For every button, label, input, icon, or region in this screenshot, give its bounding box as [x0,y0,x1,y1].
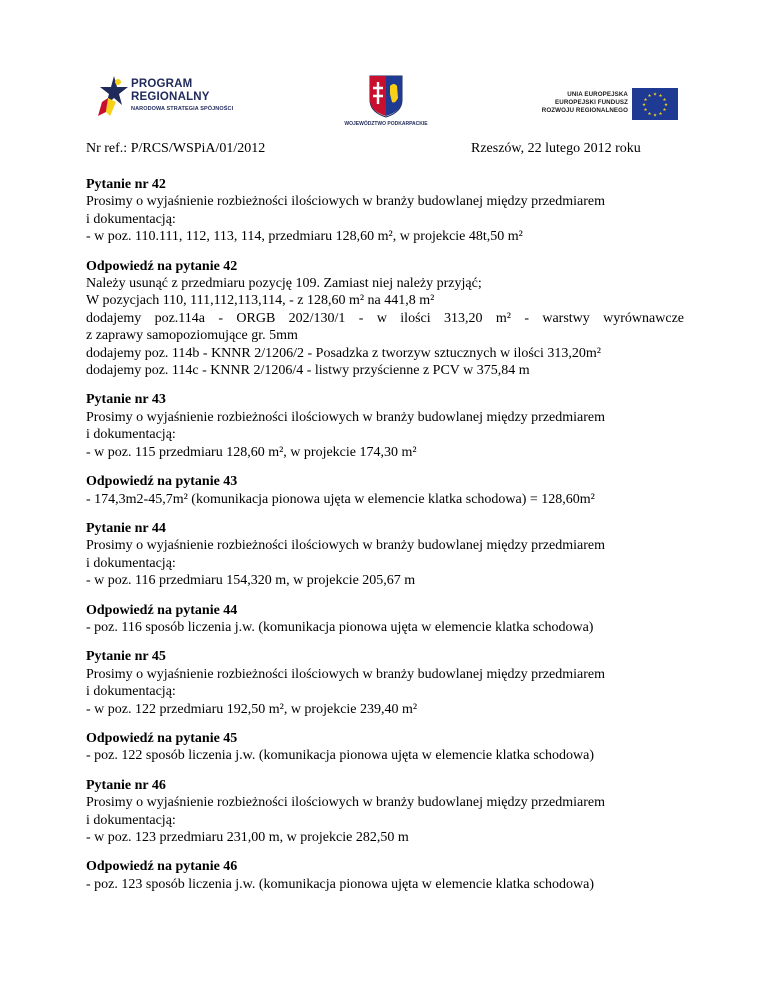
question-46 [86,777,684,847]
program-logo-line1: PROGRAM [131,78,193,90]
text-line: - w poz. 123 przedmiaru 231,00 m, w projekcie 282,50 m [86,830,409,845]
answer-43 [86,473,684,508]
section-heading: Pytanie nr 42 [86,177,166,192]
eu-logo [541,88,678,120]
section-heading: Odpowiedź na pytanie 44 [86,602,238,618]
text-line: i dokumentacją: [86,812,176,828]
text-line: - w poz. 110.111, 112, 113, 114, przedmiaru 128,60 m², w projekcie 48t,50 m² [86,229,523,245]
eu-logo-line1: UNIA EUROPEJSKA [567,91,628,98]
svg-text:★: ★ [643,98,648,103]
text-line: - w poz. 116 przedmiaru 154,320 m, w projekcie 205,67 m [86,573,416,589]
text-line: - 174,3m2-45,7m² (komunikacja pionowa ujęta w elemencie klatka schodowa) = 128,60m² [86,491,595,507]
text-line: i dokumentacją: [86,427,176,443]
svg-text:★: ★ [658,94,663,99]
svg-text:★: ★ [643,108,648,113]
text-line: - poz. 122 sposób liczenia j.w. (komunikacja pionowa ujęta w elemencie klatka schodowa) [86,748,594,764]
text-line: i dokumentacją: [86,684,176,700]
answer-45 [86,730,684,765]
svg-text:★: ★ [652,92,658,98]
svg-text:★: ★ [658,112,663,117]
reference-number: Nr ref.: P/RCS/WSPiA/01/2012 [86,141,266,156]
text-line: z zaprawy samopoziomujące gr. 5mm [86,328,298,344]
section-heading: Odpowiedź na pytanie 42 [86,258,238,274]
text-line: W pozycjach 110, 111,112,113,114, - z 128,60 m² na 441,8 m² [86,293,435,309]
header-logos [0,0,768,130]
svg-text:★: ★ [647,94,652,99]
text-line: i dokumentacją: [86,211,176,227]
section-heading: Odpowiedź na pytanie 46 [86,859,238,875]
coat-of-arms-icon [368,74,404,118]
text-line: dodajemy poz. 114c - KNNR 2/1206/4 - listwy przyścienne z PCV w 375,84 m [86,363,530,379]
wojewodztwo-caption: WOJEWÓDZTWO PODKARPACKIE [344,121,428,127]
svg-text:★: ★ [647,112,652,117]
answer-42 [86,258,684,380]
program-logo-line3: NARODOWA STRATEGIA SPÓJNOŚCI [131,106,234,112]
svg-text:★: ★ [662,108,667,113]
text-line: Prosimy o wyjaśnienie rozbieżności ilościowych w branży budowlanej między przedmiarem [86,795,606,811]
section-heading: Pytanie nr 46 [86,777,166,793]
svg-text:★: ★ [652,113,658,119]
text-line: Należy usunąć z przedmiaru pozycję 109. Zamiast niej należy przyjąć; [86,276,482,292]
svg-text:★: ★ [641,103,647,108]
text-line: dodajemy poz. 114b - KNNR 2/1206/2 - Posadzka z tworzyw sztucznych w ilości 313,20m² [86,345,601,361]
text-line: Prosimy o wyjaśnienie rozbieżności ilościowych w branży budowlanej między przedmiarem [86,538,606,554]
place-date: Rzeszów, 22 lutego 2012 roku [471,141,641,156]
section-heading: Pytanie nr 43 [86,392,166,408]
answer-46 [86,858,684,893]
question-44 [86,520,684,590]
text-line: Prosimy o wyjaśnienie rozbieżności ilościowych w branży budowlanej między przedmiarem [86,666,606,682]
program-star-icon [94,72,134,118]
program-regionalny-logo [94,72,234,122]
text-line: - w poz. 115 przedmiaru 128,60 m², w projekcie 174,30 m² [86,444,417,460]
section-heading: Odpowiedź na pytanie 45 [86,730,238,746]
text-line: - w poz. 122 przedmiaru 192,50 m², w projekcie 239,40 m² [86,701,418,717]
eu-logo-line3: ROZWOJU REGIONALNEGO [541,107,628,114]
answer-44 [86,602,684,637]
question-42 [86,176,684,246]
text-line: Prosimy o wyjaśnienie rozbieżności ilościowych w branży budowlanej między przedmiarem [86,409,606,425]
eu-flag-icon [632,88,678,120]
eu-logo-line2: EUROPEJSKI FUNDUSZ [555,99,628,106]
section-heading: Odpowiedź na pytanie 43 [86,474,238,490]
text-line: - poz. 116 sposób liczenia j.w. (komunikacja pionowa ujęta w elemencie klatka schodowa) [86,619,594,635]
text-line: dodajemy poz.114a - ORGB 202/130/1 - w ilości 313,20 m² - warstwy wyrównawcze [86,310,684,326]
program-logo-line2: REGIONALNY [131,91,210,103]
wojewodztwo-logo [338,74,434,130]
text-line: - poz. 123 sposób liczenia j.w. (komunikacja pionowa ujęta w elemencie klatka schodowa) [86,876,594,892]
document-body [86,176,684,905]
text-line: i dokumentacją: [86,555,176,571]
svg-text:★: ★ [663,103,669,108]
section-heading: Pytanie nr 44 [86,520,166,536]
question-43 [86,391,684,461]
section-heading: Pytanie nr 45 [86,649,166,665]
question-45 [86,648,684,718]
svg-text:★: ★ [662,98,667,103]
text-line: Prosimy o wyjaśnienie rozbieżności ilościowych w branży budowlanej między przedmiarem [86,194,606,210]
